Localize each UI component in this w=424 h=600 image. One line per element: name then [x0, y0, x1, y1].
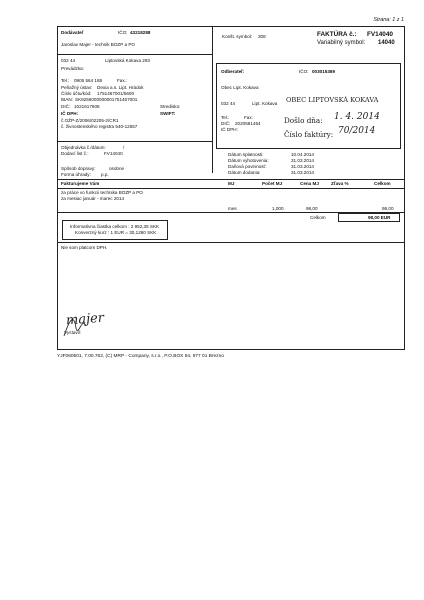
payment-label: Forma úhrady:: [61, 172, 91, 177]
customer-icdph-label: IČ DPH:: [221, 127, 238, 132]
customer-heading: Odberateľ:: [221, 69, 245, 74]
row-total: 98,00: [382, 206, 394, 211]
customer-dic-label: DIČ:: [221, 121, 231, 126]
customer-name: Obec Lipt. Kokava: [221, 85, 259, 90]
customer-ico-value: 003015389: [312, 69, 335, 74]
supplier-premises-label: Prevádzka:: [61, 66, 84, 71]
col-item: Fakturujeme Vám: [61, 181, 100, 186]
signature-scrawl: majer: [65, 310, 105, 329]
customer-fax-label: Fax:: [244, 115, 253, 120]
customer-dic-value: 2020581464: [235, 121, 261, 126]
invoice-number: FV14040: [367, 31, 393, 38]
supplier-bank-value: Dexia a.s. Lipt. Hrádok: [97, 85, 144, 90]
total-value: 98,00 EUR: [368, 215, 391, 220]
row-item-line1: za práce vo funkcii technika BOZP a PO: [61, 190, 143, 195]
supplier-ico-value: 43218288: [130, 30, 151, 35]
stamp-invoice-no-label: Číslo faktúry:: [284, 130, 334, 139]
supplier-reg1: č.OŽP-Z/2006/02205-2/CR1: [61, 118, 119, 123]
tax-date-label: Daňová povinnosť:: [228, 164, 267, 169]
supplier-icdph-label: IČ DPH:: [61, 111, 79, 116]
supplier-account-label: Číslo účtu/kód:: [61, 91, 92, 96]
footer-text: YJF060501, 7.00.762, (C) MRP - Company, s.r.o., P.O.BOX 94, 977 01 Brezno: [57, 354, 224, 359]
supplier-stredisko-label: Stredisko:: [160, 104, 181, 109]
stamp-invoice-no-value: 70/2014: [338, 126, 376, 136]
konst-symbol-label: Konšt. symbol:: [222, 34, 253, 39]
customer-zip: 032 44: [221, 101, 236, 106]
page-number: Strana: 1 z 1: [373, 17, 404, 23]
payment-value: p.p.: [101, 172, 109, 177]
supplier-street: Liptovská Kokava 293: [105, 58, 150, 63]
supplier-zip: 032 44: [61, 58, 76, 63]
delivery-note-value: FV14040: [104, 151, 123, 156]
vat-note: Nie som platcom DPH.: [61, 245, 108, 250]
issue-date-label: Dátum vyhotovenia:: [228, 158, 269, 163]
transport-value: osobne: [109, 166, 125, 171]
supplier-iban-label: IBAN:: [61, 97, 73, 102]
invoice-title: FAKTÚRA č.:: [317, 31, 357, 38]
stamp-received-value: 1. 4. 2014: [334, 112, 380, 122]
konst-symbol-value: 308: [258, 34, 266, 39]
supplier-name-rule: [57, 54, 212, 55]
divider-header: [212, 26, 213, 63]
order-value: /: [123, 145, 125, 150]
due-date-label: Dátum splatnosti:: [228, 152, 264, 157]
supplier-name: Jaroslav Majer - technik BOZP a PO: [61, 42, 135, 47]
col-price: Cena MJ: [300, 181, 319, 186]
customer-tel-label: Tel.:: [221, 115, 230, 120]
due-date-value: 10.04.2014: [291, 152, 314, 157]
delivery-date-label: Dátum dodania:: [228, 170, 261, 175]
total-label: Celkom: [310, 215, 326, 220]
issue-date-value: 31.03.2014: [291, 158, 314, 163]
delivery-note-label: Dodací list č.:: [61, 151, 89, 156]
row-unit: mes: [228, 206, 237, 211]
conversion-line2: Konverzný kurz : 1 EUR = 30,1260 SKK: [75, 230, 157, 235]
customer-ico-label: IČO:: [299, 69, 309, 74]
divider-supplier: [212, 63, 213, 173]
customer-city: Lipt. Kokava: [252, 101, 278, 106]
col-unit: MJ: [228, 181, 235, 186]
table-top-rule: [57, 179, 405, 180]
supplier-account-value: 1751467001/5600: [97, 91, 135, 96]
table-header-rule: [57, 188, 405, 189]
stamp-name: OBEC LIPTOVSKÁ KOKAVA: [286, 96, 379, 104]
delivery-date-value: 31.03.2014: [291, 170, 314, 175]
supplier-ico-label: IČO:: [118, 30, 128, 35]
transport-label: Spôsob dopravy:: [61, 166, 96, 171]
supplier-dic-value: 1021617608: [74, 104, 100, 109]
stamp-received-label: Došlo dňa:: [284, 116, 323, 125]
row-item-line2: za mesiac január - marec 2014: [61, 196, 125, 201]
supplier-swift-label: SWIFT:: [160, 111, 176, 116]
notes-rule: [57, 242, 405, 243]
supplier-reg2: č. živnostenského registra 540-12557: [61, 124, 138, 129]
order-label: Objednávka č./dátum:: [61, 145, 106, 150]
col-qty: Počet MJ: [262, 181, 283, 186]
col-discount: Zľava %: [331, 181, 349, 186]
supplier-fax-label: Fax.:: [117, 78, 128, 83]
variable-symbol-value: 14040: [378, 40, 395, 46]
variable-symbol-label: Variabilný symbol:: [317, 40, 366, 46]
row-price: 98,00: [306, 206, 318, 211]
supplier-dic-label: DIČ:: [61, 104, 71, 109]
tax-date-value: 31.03.2014: [291, 164, 314, 169]
conversion-line1: Informatívna čiastka celkom : 2 952,35 SKK: [70, 224, 160, 229]
supplier-tel-label: Tel.:: [61, 78, 70, 83]
supplier-iban-value: SK9256000000001751467001: [75, 97, 138, 102]
supplier-tel-value: 0905 564 188: [74, 78, 103, 83]
supplier-heading: Dodávateľ: [61, 30, 84, 35]
col-total: Celkom: [374, 181, 391, 186]
supplier-bank-label: Peňažný ústav:: [61, 85, 93, 90]
row-qty: 1,000: [272, 206, 284, 211]
signature-label: Vystavil:: [64, 330, 82, 335]
order-rule: [57, 141, 212, 142]
